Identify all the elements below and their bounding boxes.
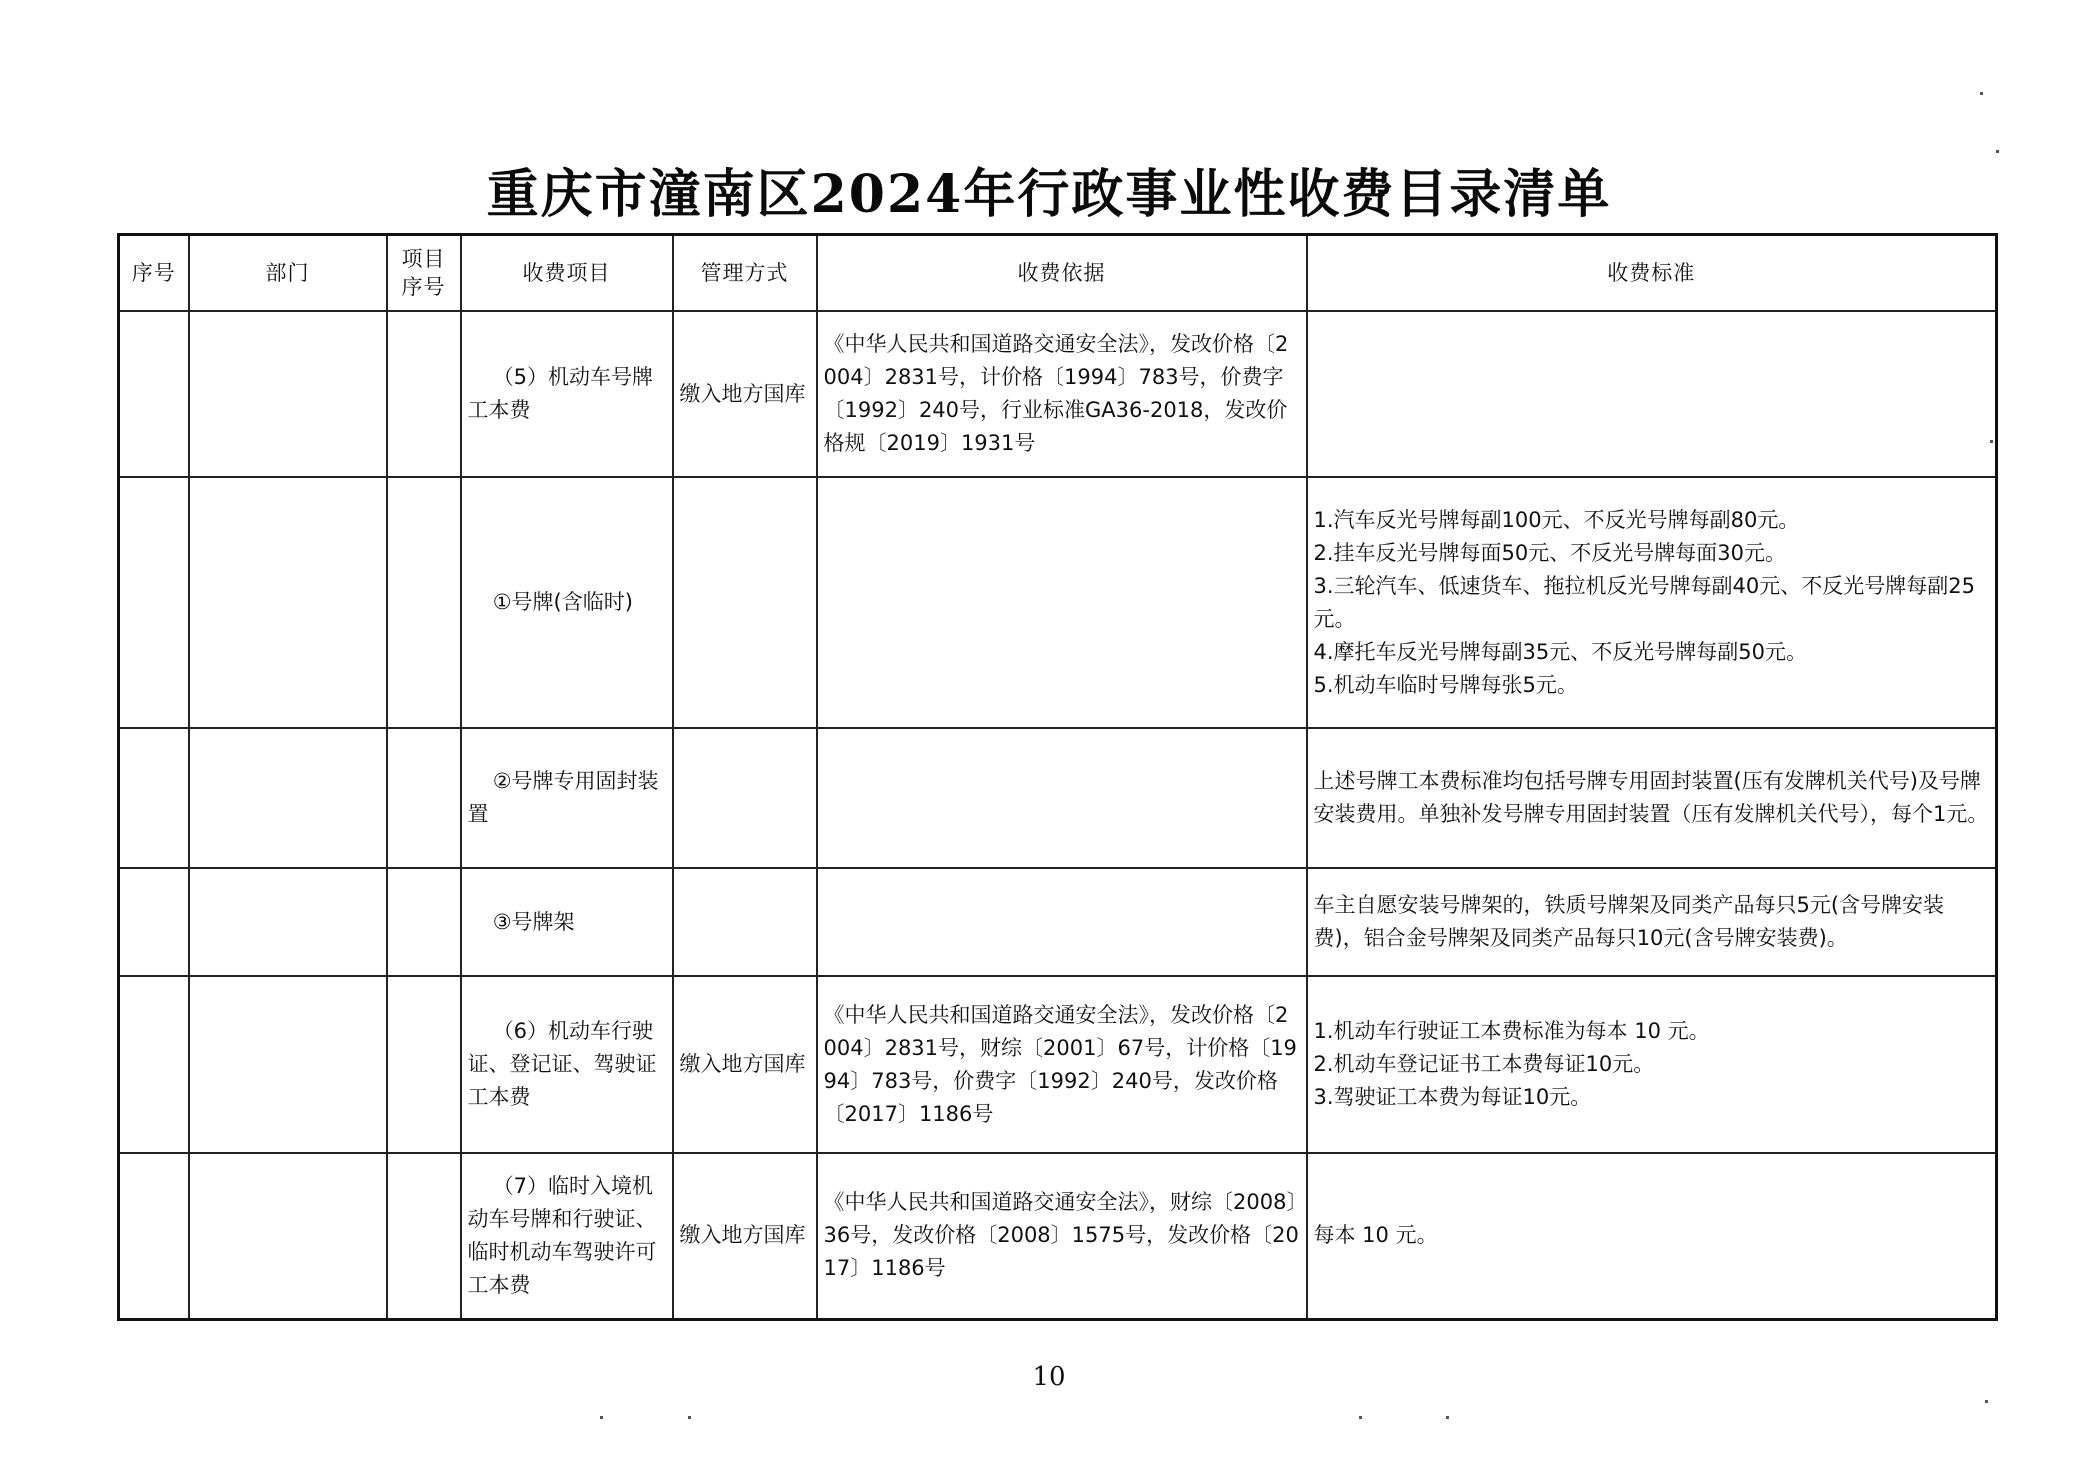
row-management-cell [673,868,817,976]
row-management-cell: 缴入地方国库 [673,1153,817,1319]
row-fee-item-cell: ③号牌架 [461,868,673,976]
row-seq-cell [119,1153,189,1319]
header-item-seq: 项目 序号 [387,235,461,312]
row-basis-cell: 《中华人民共和国道路交通安全法》，发改价格〔2004〕2831号，计价格〔1994〕783号，价费字〔1992〕240号，行业标准GA36-2018，发改价格规〔2019〕1931号 [817,311,1307,477]
row-department-cell [189,311,387,477]
row-department-cell [189,868,387,976]
header-management: 管理方式 [673,235,817,312]
row-fee-item-cell: ②号牌专用固封装置 [461,728,673,868]
row-basis-cell [817,868,1307,976]
row-seq-cell [119,728,189,868]
table-row [119,868,1997,976]
row-management-cell [673,477,817,728]
row-department-cell [189,1153,387,1319]
row-management-cell [673,728,817,868]
row-fee-item-cell: ①号牌(含临时) [461,477,673,728]
scan-speck [1996,150,1999,153]
row-department-cell [189,477,387,728]
scan-speck [600,1416,603,1419]
page-title: 重庆市潼南区2024年行政事业性收费目录清单 [486,164,1612,225]
header-standard: 收费标准 [1307,235,1997,312]
row-standard-cell [1307,311,1997,477]
scan-speck [1359,1416,1362,1419]
scan-speck [1990,440,1993,443]
row-fee-item-cell: （6）机动车行驶证、登记证、驾驶证工本费 [461,976,673,1153]
page-number: 10 [1032,1362,1066,1392]
header-basis: 收费依据 [817,235,1307,312]
row-seq-cell [119,477,189,728]
row-seq-cell [119,976,189,1153]
row-item-seq-cell [387,976,461,1153]
table-row [119,477,1997,728]
row-seq-cell [119,868,189,976]
fee-catalog-table [117,233,1998,1321]
row-standard-cell: 1.机动车行驶证工本费标准为每本 10 元。 2.机动车登记证书工本费每证10元。 3.驾驶证工本费为每证10元。 [1307,976,1997,1153]
row-standard-cell: 每本 10 元。 [1307,1153,1997,1319]
scan-speck [1446,1416,1449,1419]
row-item-seq-cell [387,1153,461,1319]
row-fee-item-cell: （5）机动车号牌工本费 [461,311,673,477]
scan-speck [688,1416,691,1419]
row-management-cell: 缴入地方国库 [673,976,817,1153]
table-row [119,728,1997,868]
row-item-seq-cell [387,868,461,976]
row-item-seq-cell [387,311,461,477]
header-department: 部门 [189,235,387,312]
row-standard-cell: 上述号牌工本费标准均包括号牌专用固封装置(压有发牌机关代号)及号牌安装费用。单独补发号牌专用固封装置（压有发牌机关代号），每个1元。 [1307,728,1997,868]
row-basis-cell [817,728,1307,868]
table-row [119,311,1997,477]
row-basis-cell [817,477,1307,728]
table-header-row [119,235,1997,312]
table-row [119,976,1997,1153]
table-row [119,1153,1997,1319]
row-basis-cell: 《中华人民共和国道路交通安全法》，财综〔2008〕36号，发改价格〔2008〕1575号，发改价格〔2017〕1186号 [817,1153,1307,1319]
header-fee-item: 收费项目 [461,235,673,312]
header-seq: 序号 [119,235,189,312]
row-seq-cell [119,311,189,477]
row-department-cell [189,976,387,1153]
row-item-seq-cell [387,477,461,728]
row-item-seq-cell [387,728,461,868]
row-basis-cell: 《中华人民共和国道路交通安全法》，发改价格〔2004〕2831号，财综〔2001〕67号，计价格〔1994〕783号，价费字〔1992〕240号，发改价格〔2017〕1186号 [817,976,1307,1153]
scan-speck [1980,92,1983,95]
row-standard-cell: 1.汽车反光号牌每副100元、不反光号牌每副80元。 2.挂车反光号牌每面50元、不反光号牌每面30元。 3.三轮汽车、低速货车、拖拉机反光号牌每副40元、不反光号牌每副25元。 4.摩托车反光号牌每副35元、不反光号牌每副50元。 5.机动车临时号牌每张5元。 [1307,477,1997,728]
scan-speck [1985,1400,1988,1403]
row-fee-item-cell: （7）临时入境机动车号牌和行驶证、临时机动车驾驶许可工本费 [461,1153,673,1319]
row-management-cell: 缴入地方国库 [673,311,817,477]
row-department-cell [189,728,387,868]
row-standard-cell: 车主自愿安装号牌架的，铁质号牌架及同类产品每只5元(含号牌安装费)，铝合金号牌架及同类产品每只10元(含号牌安装费)。 [1307,868,1997,976]
